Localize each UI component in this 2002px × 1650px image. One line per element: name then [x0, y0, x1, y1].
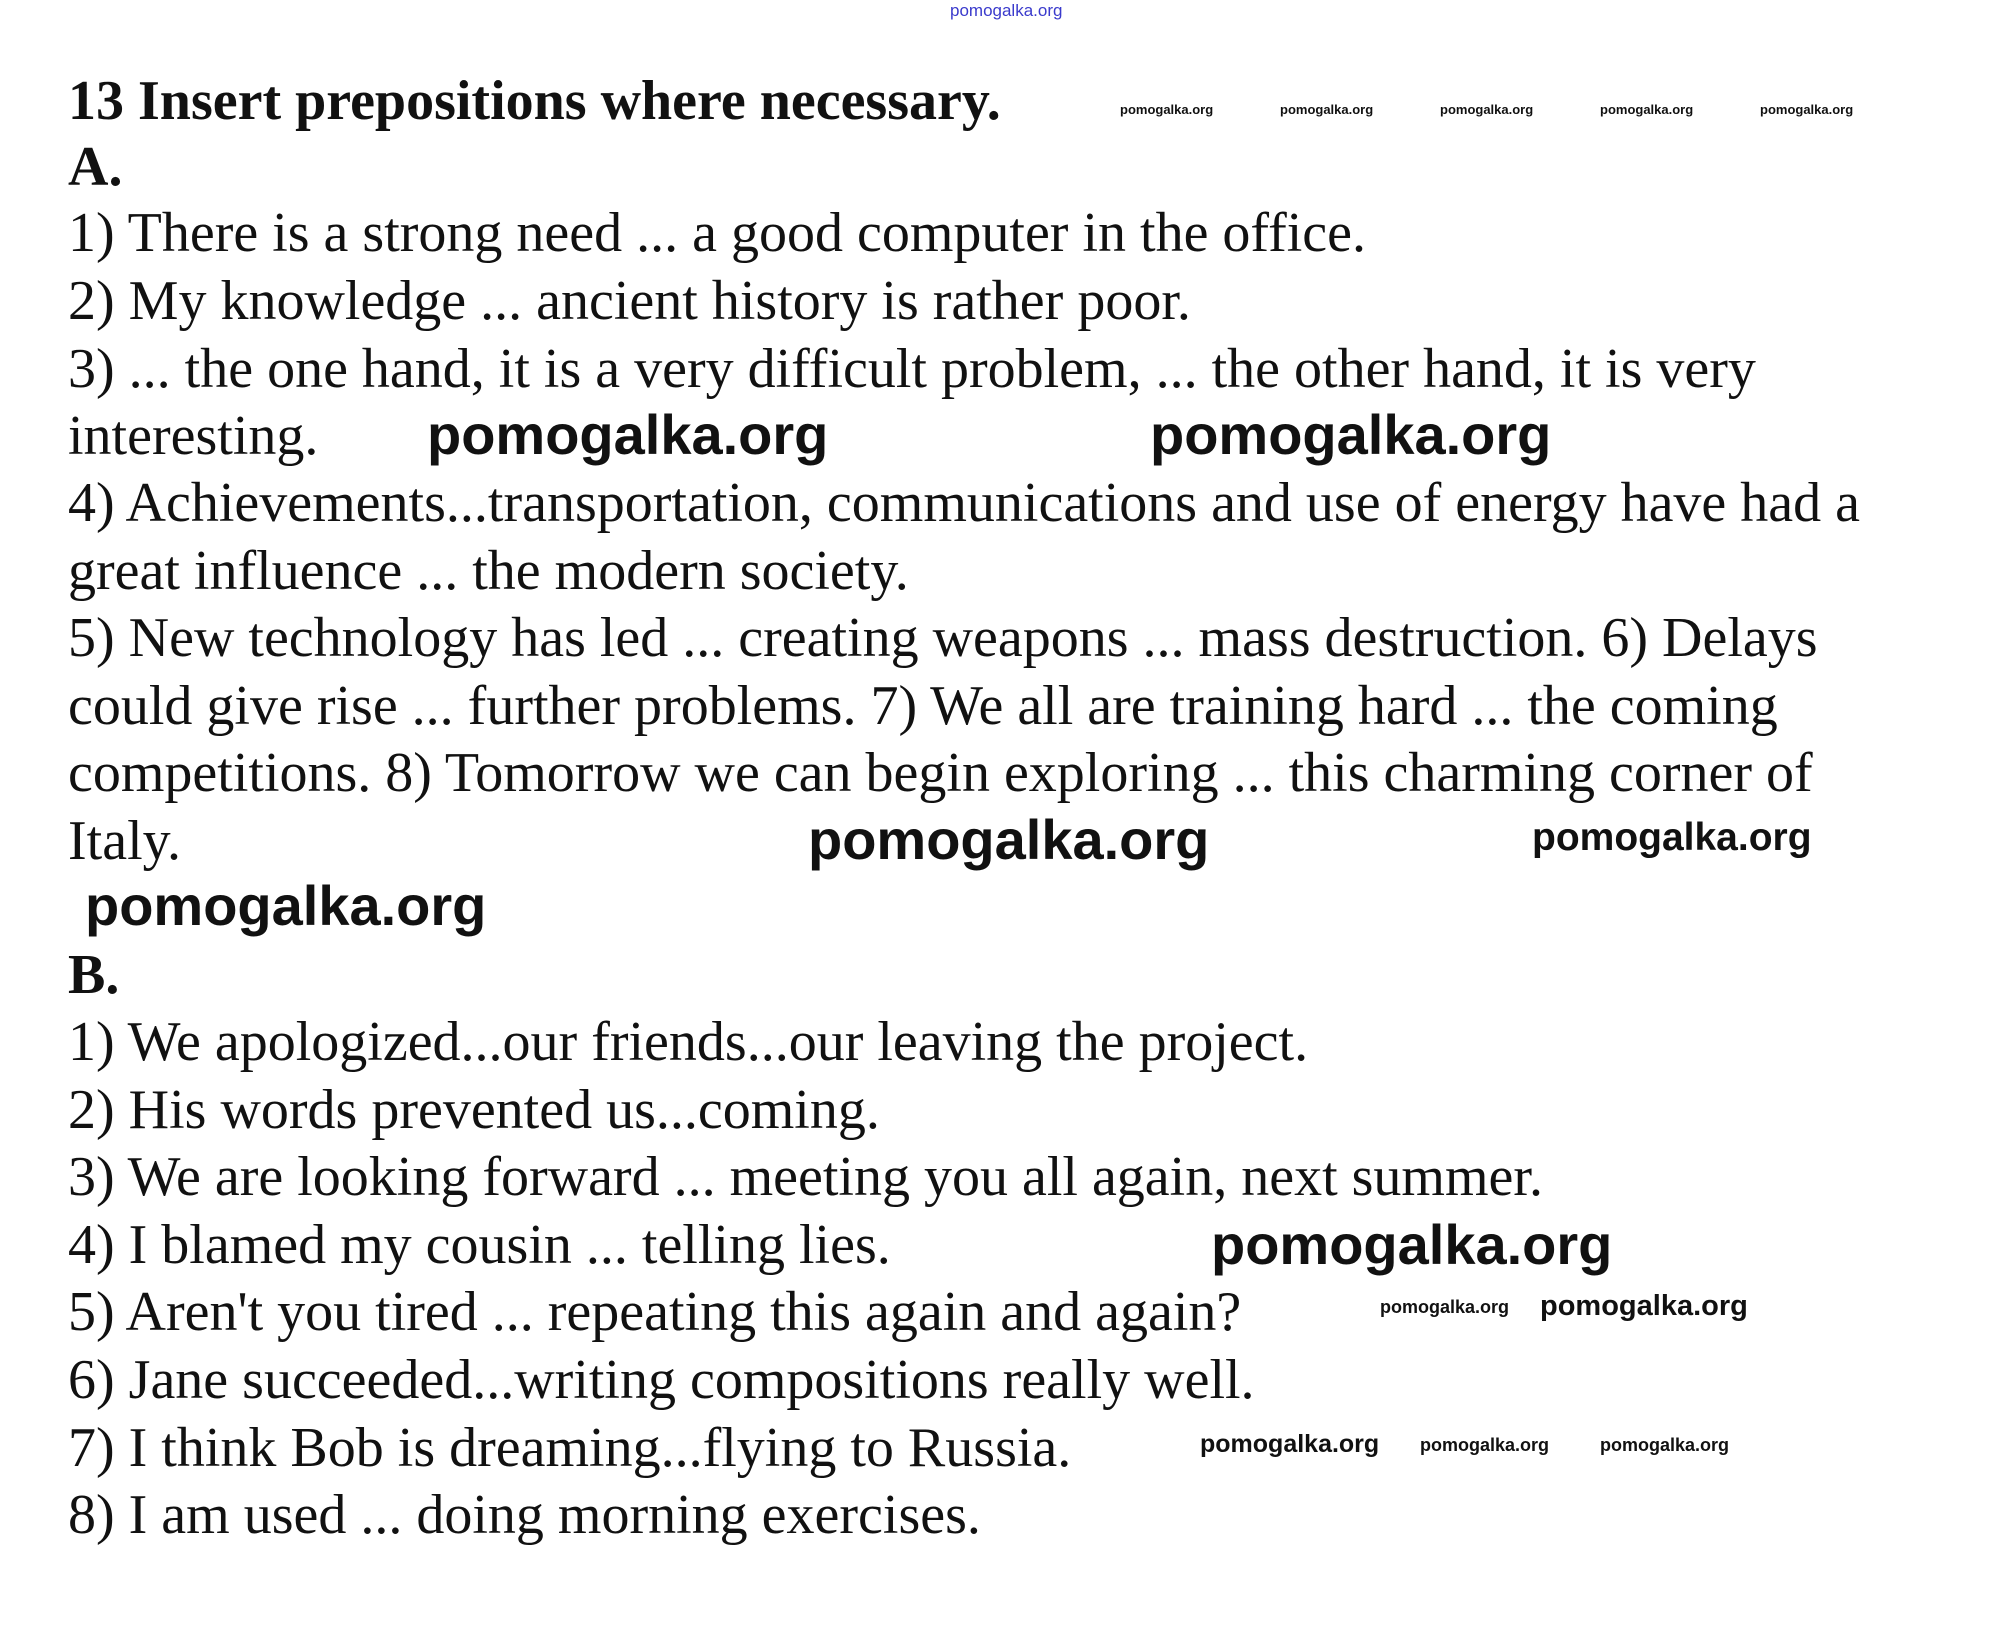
watermark: pomogalka.org — [1600, 1435, 1730, 1455]
watermark: pomogalka.org — [808, 808, 1210, 871]
watermark: pomogalka.org — [1540, 1290, 1748, 1322]
watermark: pomogalka.org — [85, 874, 487, 937]
exercise-line: Italy. — [68, 810, 181, 872]
exercise-line: 2) His words prevented us...coming. — [68, 1079, 880, 1141]
exercise-line: 6) Jane succeeded...writing compositions really well. — [68, 1349, 1255, 1411]
watermark: pomogalka.org — [1280, 102, 1374, 117]
exercise-line: 3) We are looking forward ... meeting you all again, next summer. — [68, 1146, 1543, 1208]
watermark: pomogalka.org — [1200, 1430, 1380, 1458]
exercise-line: 1) We apologized...our friends...our leaving the project. — [68, 1011, 1309, 1073]
watermark: pomogalka.org — [1532, 816, 1812, 859]
watermark: pomogalka.org — [1440, 102, 1534, 117]
section-a-label: A. — [68, 136, 123, 198]
watermark: pomogalka.org — [1600, 102, 1694, 117]
watermark: pomogalka.org — [1420, 1435, 1550, 1455]
section-b-label: B. — [68, 944, 120, 1006]
exercise-line: 4) Achievements...transportation, communications and use of energy have had a — [68, 472, 1860, 534]
watermark: pomogalka.org — [427, 403, 829, 466]
exercise-line: 1) There is a strong need ... a good computer in the office. — [68, 202, 1366, 264]
exercise-line: competitions. 8) Tomorrow we can begin exploring ... this charming corner of — [68, 742, 1813, 804]
watermark-top: pomogalka.org — [950, 1, 1063, 20]
exercise-line: 3) ... the one hand, it is a very difficult problem, ... the other hand, it is very — [68, 338, 1756, 400]
exercise-line: 7) I think Bob is dreaming...flying to Russia. — [68, 1417, 1072, 1479]
exercise-line: 5) Aren't you tired ... repeating this again and again? — [68, 1281, 1242, 1343]
exercise-line: 8) I am used ... doing morning exercises. — [68, 1484, 981, 1546]
exercise-line: could give rise ... further problems. 7) We all are training hard ... the coming — [68, 675, 1778, 737]
watermark: pomogalka.org — [1120, 102, 1214, 117]
exercise-line: 2) My knowledge ... ancient history is rather poor. — [68, 270, 1191, 332]
exercise-line: great influence ... the modern society. — [68, 540, 909, 602]
exercise-title: 13 Insert prepositions where necessary. — [68, 70, 1001, 132]
exercise-line: 4) I blamed my cousin ... telling lies. — [68, 1214, 891, 1276]
watermark: pomogalka.org — [1211, 1213, 1613, 1276]
watermark: pomogalka.org — [1380, 1297, 1510, 1317]
exercise-line: interesting. — [68, 405, 319, 467]
watermark: pomogalka.org — [1150, 403, 1552, 466]
watermark: pomogalka.org — [1760, 102, 1854, 117]
exercise-line: 5) New technology has led ... creating weapons ... mass destruction. 6) Delays — [68, 607, 1818, 669]
